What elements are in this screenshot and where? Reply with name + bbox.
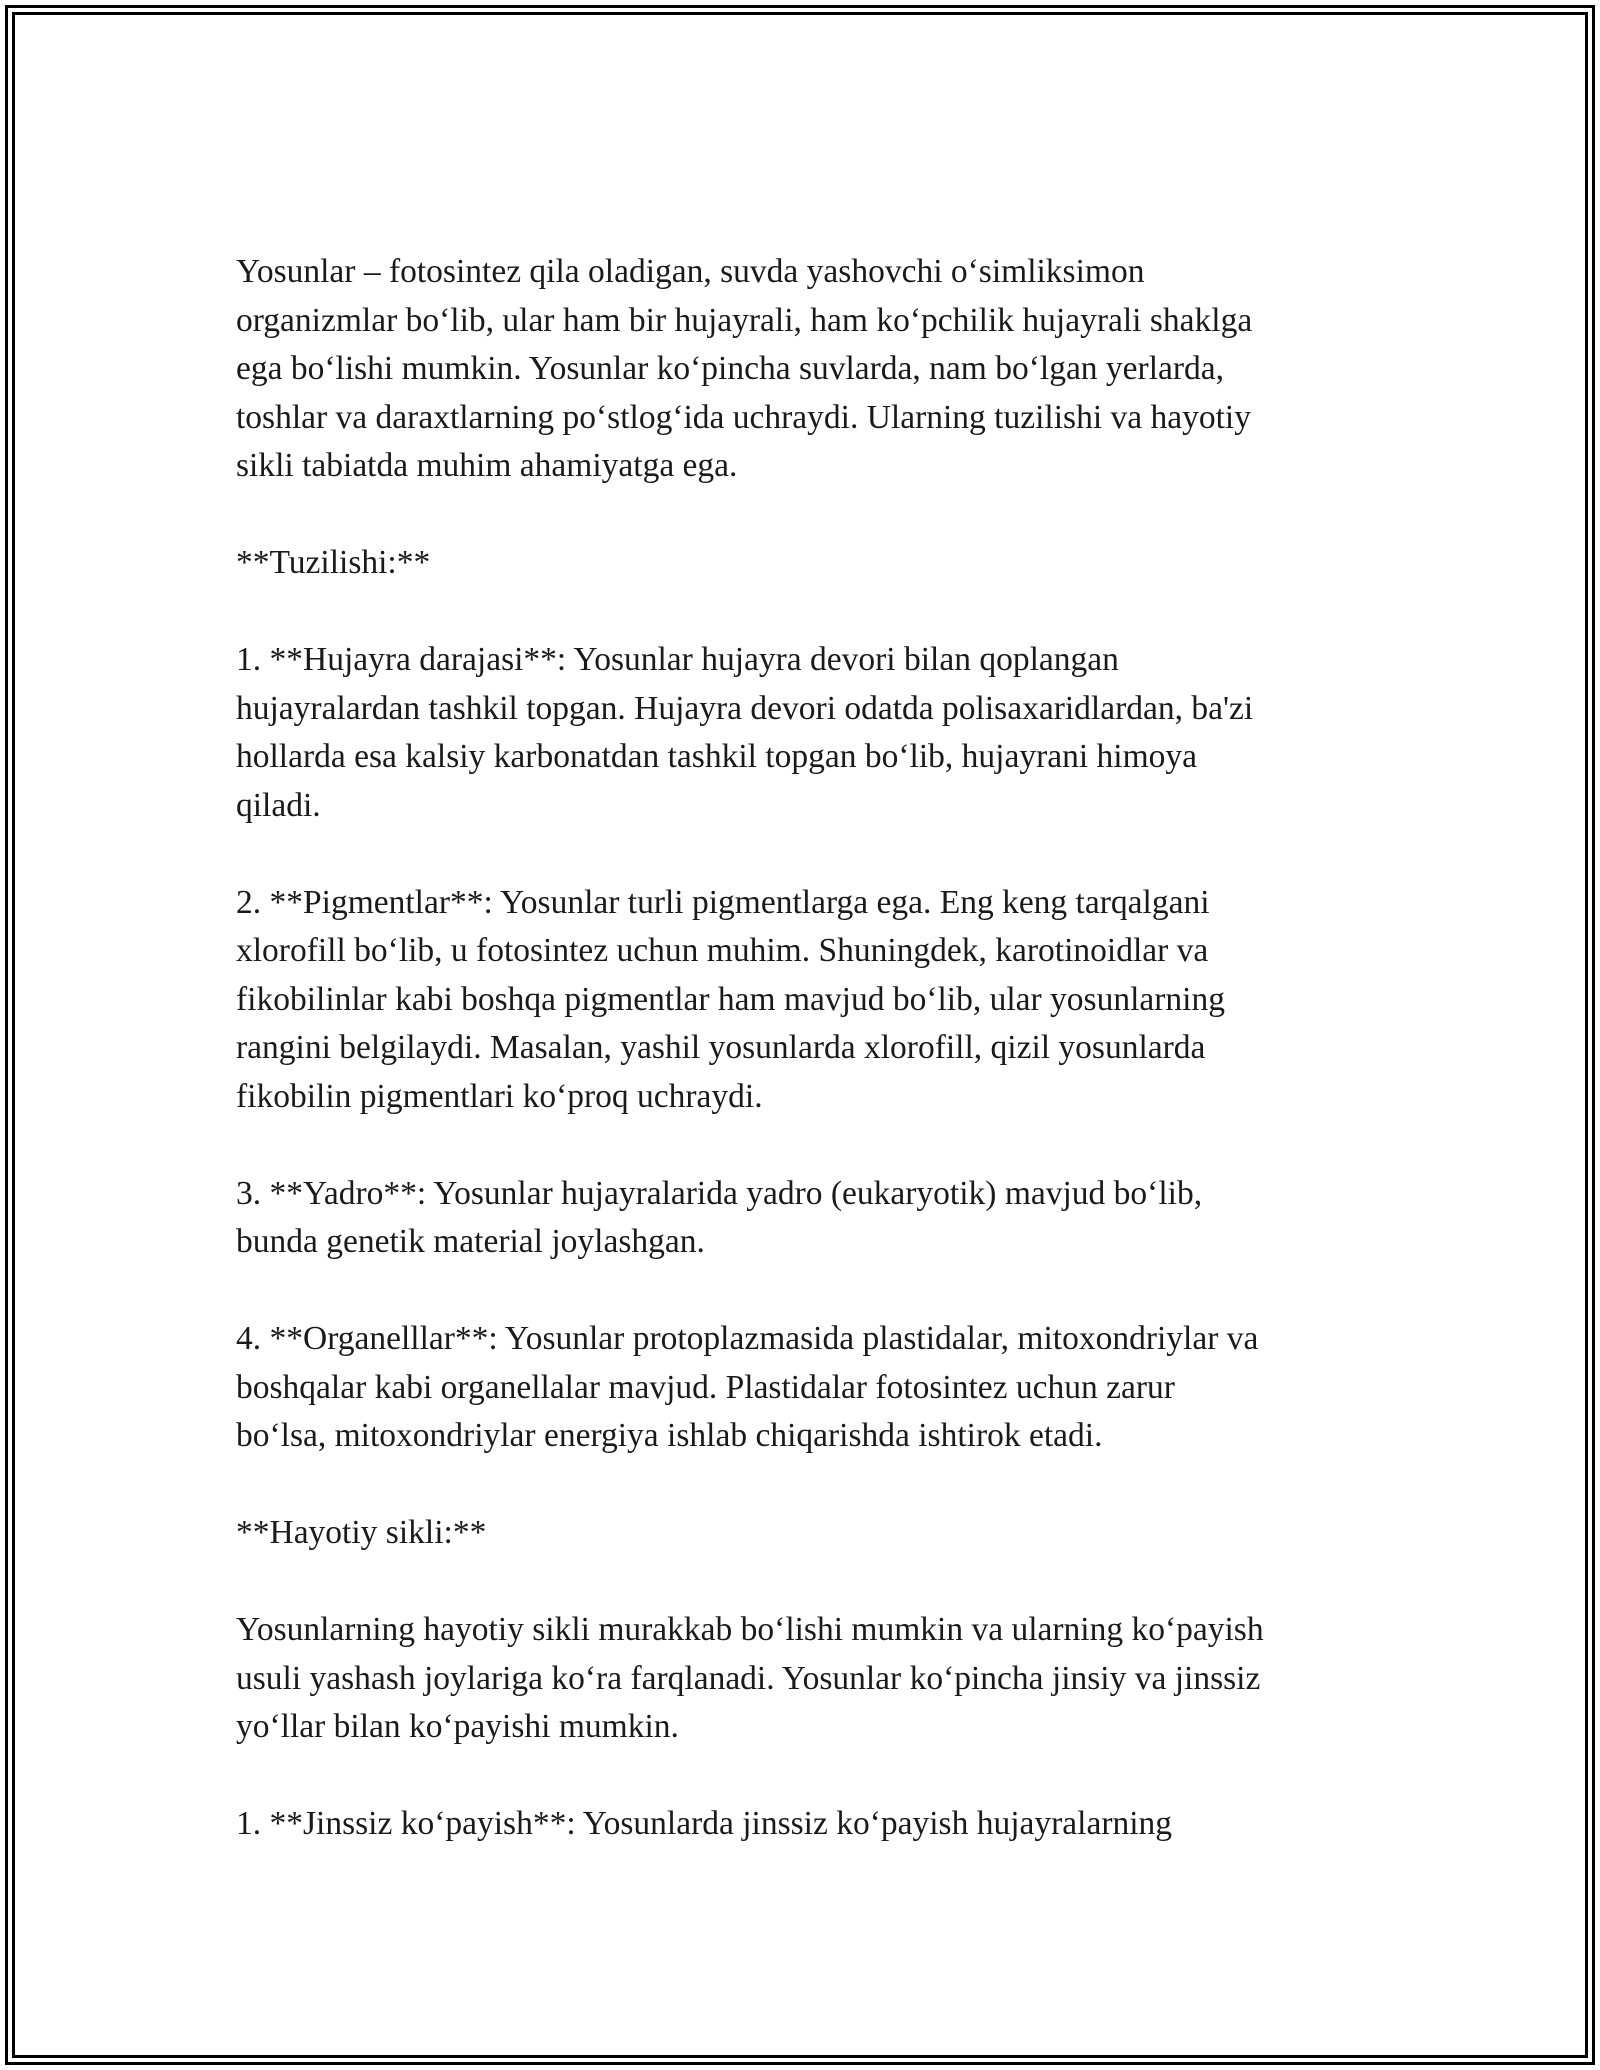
list-item-pigments: 2. **Pigmentlar**: Yosunlar turli pigmentlarga ega. Eng keng tarqalgani xlorofill bo‘lib, u fotosintez uchun muhim. Shuningdek, karotinoidlar va fikobilinlar kabi boshqa pigmentlar ham mavjud bo‘lib, ular yosunlarning rangini belgilaydi. Masalan, yashil yosunlarda xlorofill, qizil yosunlarda fikobilin pigmentlari ko‘proq uchraydi. [236, 883, 1225, 1115]
section-heading-structure: **Tuzilishi:** [236, 544, 431, 581]
section-heading-life-cycle: **Hayotiy sikli:** [236, 1514, 487, 1551]
list-item-cell-level: 1. **Hujayra darajasi**: Yosunlar hujayra devori bilan qoplangan hujayralardan tashkil topgan. Hujayra devori odatda polisaxaridlardan, ba'zi hollarda esa kalsiy karbonatdan tashkil topgan bo‘lib, hujayrani himoya qiladi. [236, 641, 1254, 824]
intro-paragraph: Yosunlar – fotosintez qila oladigan, suvda yashovchi o‘simliksimon organizmlar bo‘lib, ular ham bir hujayrali, ham ko‘pchilik hujayrali shaklga ega bo‘lishi mumkin. Yosunlar ko‘pincha suvlarda, nam bo‘lgan yerlarda, toshlar va daraxtlarning po‘stlog‘ida uchraydi. Ularning tuzilishi va hayotiy sikli tabiatda muhim ahamiyatga ega. [236, 253, 1253, 484]
life-cycle-paragraph: Yosunlarning hayotiy sikli murakkab bo‘lishi mumkin va ularning ko‘payish usuli yashash joylariga ko‘ra farqlanadi. Yosunlar ko‘pincha jinsiy va jinssiz yo‘llar bilan ko‘payishi mumkin. [236, 1611, 1264, 1745]
list-item-asexual-reproduction: 1. **Jinssiz ko‘payish**: Yosunlarda jinssiz ko‘payish hujayralarning [236, 1805, 1173, 1842]
list-item-nucleus: 3. **Yadro**: Yosunlar hujayralarida yadro (eukaryotik) mavjud bo‘lib, bunda genetik material joylashgan. [236, 1174, 1203, 1260]
list-item-organelles: 4. **Organelllar**: Yosunlar protoplazmasida plastidalar, mitoxondriylar va boshqalar kabi organellalar mavjud. Plastidalar fotosintez uchun zarur bo‘lsa, mitoxondriylar energiya ishlab chiqarishda ishtirok etadi. [236, 1320, 1259, 1454]
document-body [236, 248, 1376, 1849]
